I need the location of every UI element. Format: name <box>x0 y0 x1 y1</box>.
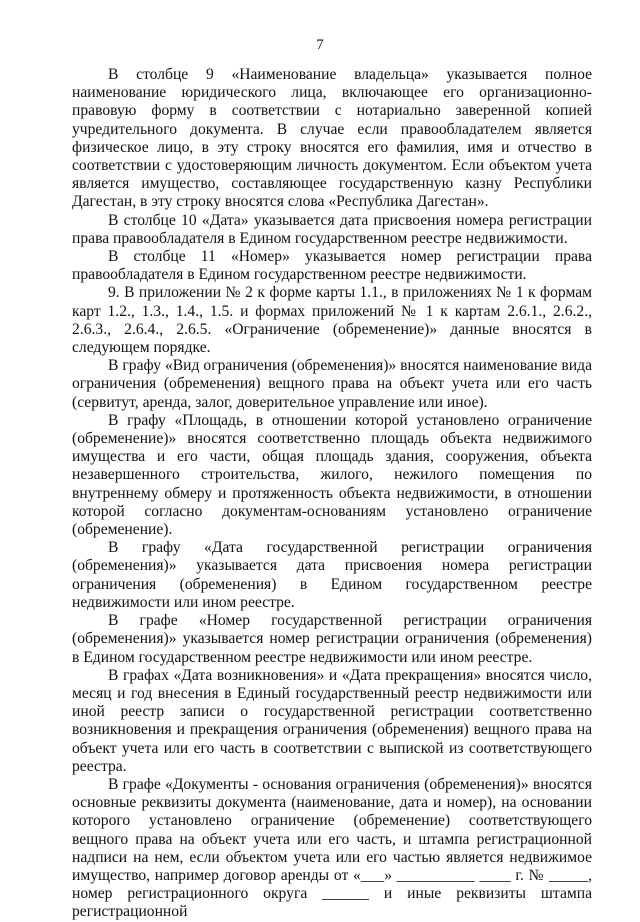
paragraph-basis-documents: В графе «Документы - основания ограничения (обременения)» вносятся основные реквизиты документа (наименование, дата и номер), на основании которого установлено ограничение (обременение) соответствующего вещного права на объект учета или его часть, и штампа регистрационной надписи на нем, если объектом учета или его частью является недвижимое имущество, например договор аренды от «___» __________ ____ г. № _____, номер регистрационного округа ______ и иные реквизиты штампа регистрационной <box>72 775 592 921</box>
paragraph-registration-number: В графе «Номер государственной регистрации ограничения (обременения)» указывается номер регистрации ограничения (обременения) в Едином государственном реестре недвижимости или ином реестре. <box>72 612 592 666</box>
paragraph-owner-name: В столбце 9 «Наименование владельца» указывается полное наименование юридического лица, включающее его организационно-правовую форму в соответствии с нотариально заверенной копией учредительного документа. В случае если правообладателем является физическое лицо, в эту строку вносятся его фамилия, имя и отчество в соответствии с удостоверяющим личность документом. Если объектом учета является имущество, составляющее государственную казну Республики Дагестан, в эту строку вносятся слова «Республика Дагестан». <box>72 66 592 211</box>
paragraph-start-end-dates: В графах «Дата возникновения» и «Дата прекращения» вносятся число, месяц и год внесения в Единый государственный реестр недвижимости или иной реестр записи о государственной регистрации соответственно возникновения и прекращения ограничения (обременения) вещного права на объект учета или его часть в соответствии с выпиской из соответствующего реестра. <box>72 666 592 775</box>
paragraph-restriction-type: В графу «Вид ограничения (обременения)» вносятся наименование вида ограничения (обременения) вещного права на объект учета или его часть (сервитут, аренда, залог, доверительное управление или иное). <box>72 357 592 411</box>
page-number: 7 <box>316 37 324 53</box>
paragraph-section-9: 9. В приложении № 2 к форме карты 1.1., в приложениях № 1 к формам карт 1.2., 1.3., 1.4., 1.5. и формах приложений № 1 к картам 2.6.1., 2.6.2., 2.6.3., 2.6.4., 2.6.5. «Ограничение (обременение)» данные вносятся в следующем порядке. <box>72 284 592 357</box>
paragraph-column-number: В столбце 11 «Номер» указывается номер регистрации права правообладателя в Едином государственном реестре недвижимости. <box>72 248 592 284</box>
paragraph-registration-date: В графу «Дата государственной регистрации ограничения (обременения)» указывается дата присвоения номера регистрации ограничения (обременения) в Едином государственном реестре недвижимости или ином реестре. <box>72 539 592 611</box>
paragraph-column-date: В столбце 10 «Дата» указывается дата присвоения номера регистрации права правообладателя в Едином государственном реестре недвижимости. <box>72 211 592 247</box>
document-body <box>72 66 592 922</box>
paragraph-restriction-area: В графу «Площадь, в отношении которой установлено ограничение (обременение)» вносятся соответственно площадь объекта недвижимого имущества и его части, общая площадь здания, сооружения, объекта незавершенного строительства, жилого, нежилого помещения по внутреннему обмеру и протяженность объекта недвижимости, в отношении которой согласно документам-основаниям установлено ограничение (обременение). <box>72 411 592 539</box>
